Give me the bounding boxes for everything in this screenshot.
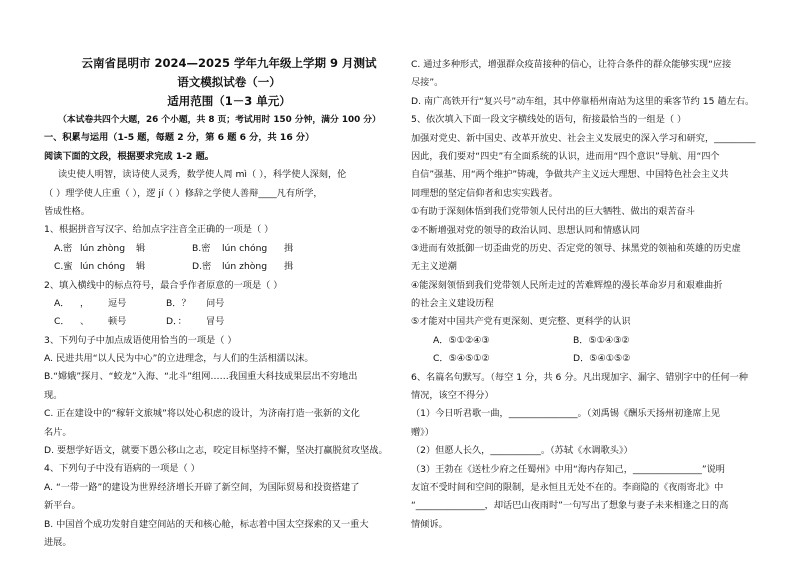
q5-text-line: 同理想的坚定信仰者和忠实实践者。: [411, 187, 558, 199]
q3-option-line: D. 要想学好语文，就要下愚公移山之志，咬定目标坚持不懈，坚决打赢脱贫攻坚战。: [44, 445, 388, 457]
q3-option-line: A. 民进共用“以人民为中心”的立进理念，与人们的生活相濡以沫。: [44, 353, 314, 365]
passage-intro: 阅读下面的文段，根据要求完成 1-2 题。: [44, 150, 214, 162]
section-1-heading: 一、积累与运用（1-5 题，每题 2 分，第 6 题 6 分，共 16 分）: [44, 132, 315, 144]
q2-option: 顿号: [108, 316, 127, 328]
q6-item-line: 情倾诉。: [411, 518, 448, 530]
q6-item-line: （3）王勃在《送杜少府之任蜀州》中用“海内存知己，_______________”说明: [411, 463, 725, 475]
q2-option: 问号: [206, 297, 225, 309]
q2-option: D．：: [166, 316, 187, 328]
q5-text-line: ①有助于深刻体悟到我们党带领人民付出的巨大牺牲、做出的艰苦奋斗: [411, 206, 695, 218]
q1-option: lún chóng: [80, 261, 126, 273]
q3-option-line: C. 正在建设中的“稼轩文旅城”将以处心积虑的设计，为济南打造一张新的文化: [44, 408, 360, 420]
q1-option: C.蜜: [54, 261, 73, 273]
q1-option: lún chóng: [222, 242, 268, 254]
q4-option-line: D. 南广高铁开行“复兴号”动车组，其中停靠梧州南站为这里的乘客节约 15 趟左右。: [411, 95, 755, 107]
q1-option: A.密: [54, 242, 73, 254]
q1-stem: 1、根据拼音写汉字、给加点字注音全正确的一项是（ ）: [44, 224, 274, 236]
q2-stem: 2、填入横线中的标点符号，最合乎作者原意的一项是（ ）: [44, 279, 283, 291]
q1-options-row: [44, 258, 414, 276]
q4-option-line: 尽接”。: [411, 77, 444, 89]
q6-item-line: 赠》）: [411, 426, 434, 438]
q3-option-line: 名片。: [44, 426, 72, 438]
q3-option-line: 现。: [44, 389, 63, 401]
q4-option-line: A. “一带一路”的建设为世界经济增长开辟了新空间，为国际贸易和投资搭建了: [44, 481, 360, 493]
q1-option: 辑: [136, 261, 146, 273]
q2-option: ，: [80, 297, 90, 309]
q5-option: B．⑤①④③②: [573, 334, 630, 346]
q5-text-line: ④能深刻领悟到我们党带领人民所走过的苦难辉煌的漫长革命岁月和艰难曲折: [411, 279, 723, 291]
q4-option-line: 新平台。: [44, 500, 81, 512]
q4-option-line: B. 中国首个成功发射自建空间站的天和核心舱，标志着中国太空探索的又一重大: [44, 518, 369, 530]
exam-scope: 适用范围（1－3 单元）: [167, 94, 291, 108]
q1-option: 揖: [284, 242, 294, 254]
exam-subtitle: 语文模拟试卷（一）: [177, 75, 281, 89]
q4-option-line: C. 通过多种形式，增强群众疫苗接种的信心，让符合条件的群众能够实现“应接: [411, 59, 732, 70]
q3-stem: 3、下列句子中加点成语使用恰当的一项是（ ）: [44, 334, 237, 346]
right-column: [411, 56, 783, 534]
q2-options-row: [44, 313, 414, 331]
q5-options-row: [411, 350, 783, 368]
q6-item-line: （1）今日听君歌一曲，_______________。（刘禹锡《酬乐天扬州初逢席上见: [411, 408, 721, 420]
q1-option: lún zhòng: [222, 261, 268, 273]
q1-option: lún zhòng: [80, 242, 126, 254]
q5-option: D．⑤④①⑤②: [573, 353, 631, 365]
q6-item-line: “_______________，却话巴山夜雨时”一句写出了想象与妻子未来相逢之日的高: [411, 500, 729, 512]
q1-option: 揖: [284, 261, 294, 273]
q5-option: C．⑤④⑤①②: [433, 353, 490, 365]
q5-text-line: ⑤才能对中国共产党有更深刻、更完整、更科学的认识: [411, 316, 631, 328]
q6-stem: 6、名篇名句默写。（每空 1 分，共 6 分。凡出现加字、漏字、错别字中的任何一种: [411, 371, 748, 383]
q2-option: 、: [80, 316, 90, 328]
q5-option: A．⑤①②④③: [433, 334, 490, 346]
q1-option: D.密: [192, 261, 212, 273]
passage-line: 皆成性格。: [44, 205, 90, 217]
q5-text-line: 的社会主义建设历程: [411, 298, 494, 310]
q2-option: B．？: [166, 297, 191, 309]
exam-note: （本试卷共四个大题，26 个小题，共 8 页；考试用时 150 分钟，满分 100 分）: [58, 115, 381, 125]
q5-text-line: ③进而有效抵御一切歪曲党的历史、否定党的领导、抹黑党的领袖和英雄的历史虚: [411, 242, 741, 254]
q2-options-row: [44, 295, 414, 313]
q4-option-line: 进展。: [44, 536, 72, 548]
q5-text-line: 无主义逆潮: [411, 261, 457, 273]
q5-text-line: ②不断增强对党的领导的政治认同、思想认同和情感认同: [411, 224, 640, 236]
left-column: [44, 48, 414, 552]
q2-option: A．: [54, 297, 70, 309]
q1-option: B.密: [192, 242, 211, 254]
passage-line: （ ）理学使人庄重（ ），逻 jí（ ）修辞之学使人善辩____凡有所学，: [44, 187, 323, 199]
exam-title: 云南省昆明市 2024—2025 学年九年级上学期 9 月测试: [81, 56, 377, 70]
q5-text-line: 加强对党史、新中国史、改革开放史、社会主义发展史的深入学习和研究，_________: [411, 132, 756, 144]
q3-option-line: B.“嫦娥”探月、“蛟龙”入海、“北斗”组网……我国重大科技成果层出不穷地出: [44, 371, 358, 383]
q2-option: 冒号: [206, 316, 225, 328]
q5-text-line: 因此，我们要对“四史”有全面系统的认识，进而用“四个意识”导航、用“四个: [411, 150, 720, 162]
q6-item-line: 友谊不受时间和空间的限制，是永恒且无处不在的。李商隐的《夜雨寄北》中: [411, 481, 724, 493]
passage-line: 读史使人明智，读诗使人灵秀，数学使人周 mì（ ），科学使人深刻，伦: [58, 169, 347, 181]
q1-options-row: [44, 240, 414, 258]
q4-stem: 4、下列句子中没有语病的一项是（ ）: [44, 463, 200, 475]
q5-stem: 5、依次填入下面一段文字横线处的语句，衔接最恰当的一组是（ ）: [411, 114, 687, 126]
q5-text-line: 自信”强基、用“两个维护”铸魂，争做共产主义远大理想、中国特色社会主义共: [411, 169, 729, 181]
q2-option: C．: [54, 316, 70, 328]
q6-item-line: （2）但愿人长久，___________。（苏轼《水调歌头》）: [411, 445, 633, 457]
q6-stem: 情况，该空不得分）: [411, 390, 494, 402]
q5-options-row: [411, 332, 783, 350]
q2-option: 逗号: [108, 297, 127, 309]
q1-option: 辑: [136, 242, 146, 254]
